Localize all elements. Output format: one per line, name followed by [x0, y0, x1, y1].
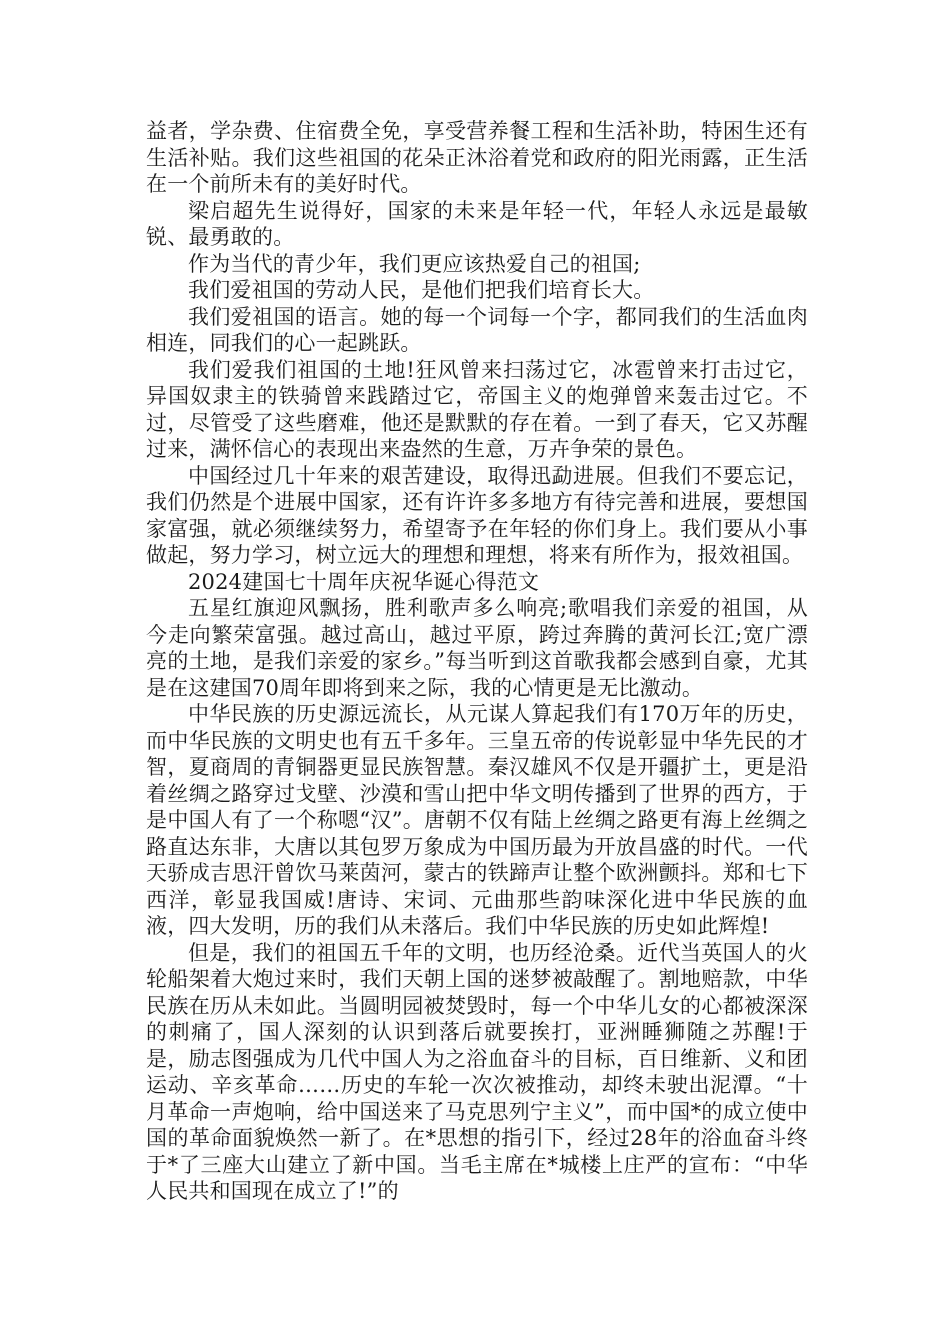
- paragraph-1: 益者，学杂费、住宿费全免，享受营养餐工程和生活补助，特困生还有生活补贴。我们这些祖国的花朵正沐浴着党和政府的阳光雨露，正生活在一个前所未有的美好时代。: [146, 119, 808, 196]
- paragraph-11: 但是，我们的祖国五千年的文明，也历经沧桑。近代当英国人的火轮船架着大炮过来时，我们天朝上国的迷梦被敲醒了。割地赔款，中华民族在历从未如此。当圆明园被焚毁时，每一个中华儿女的心都被深深的刺痛了，国人深刻的认识到落后就要挨打，亚洲睡狮随之苏醒!于是，励志图强成为几代中国人为之浴血奋斗的目标，百日维新、义和团运动、辛亥革命……历史的车轮一次次被推动，却终未驶出泥潭。“十月革命一声炮响，给中国送来了马克思列宁主义”，而中国*的成立使中国的革命面貌焕然一新了。在*思想的指引下，经过28年的浴血奋斗终于*了三座大山建立了新中国。当毛主席在*城楼上庄严的宣布：“中华人民共和国现在成立了!”的: [146, 940, 808, 1203]
- paragraph-5: 我们爱祖国的语言。她的每一个词每一个字，都同我们的生活血肉相连，同我们的心一起跳跃。: [146, 304, 808, 355]
- paragraph-10: 中华民族的历史源远流长，从元谋人算起我们有170万年的历史，而中华民族的文明史也有五千多年。三皇五帝的传说彰显中华先民的才智，夏商周的青铜器更显民族智慧。秦汉雄风不仅是开疆扩土，更是沿着丝绸之路穿过戈壁、沙漠和雪山把中华文明传播到了世界的西方，于是中国人有了一个称嗯“汉”。唐朝不仅有陆上丝绸之路更有海上丝绸之路直达东非，大唐以其包罗万象成为中国历最为开放昌盛的时代。一代天骄成吉思汗曾饮马莱茵河，蒙古的铁蹄声让整个欧洲颤抖。郑和七下西洋，彰显我国威!唐诗、宋词、元曲那些韵味深化进中华民族的血液，四大发明，历的我们从未落后。我们中华民族的历史如此辉煌!: [146, 702, 808, 938]
- paragraph-4: 我们爱祖国的劳动人民，是他们把我们培育长大。: [188, 278, 655, 302]
- document-page: [146, 118, 808, 1205]
- paragraph-6: 我们爱我们祖国的土地!狂风曾来扫荡过它，冰雹曾来打击过它，异国奴隶主的铁骑曾来践踏过它，帝国主义的炮弹曾来轰击过它。不过，尽管受了这些磨难，他还是默默的存在着。一到了春天，它又苏醒过来，满怀信心的表现出来盎然的生意，万卉争荣的景色。: [146, 357, 808, 461]
- section-heading: 2024建国七十周年庆祝华诞心得范文: [188, 569, 540, 594]
- paragraph-2: 梁启超先生说得好，国家的未来是年轻一代，年轻人永远是最敏锐、最勇敢的。: [146, 198, 808, 249]
- paragraph-9: 五星红旗迎风飘扬，胜利歌声多么响亮;歌唱我们亲爱的祖国，从今走向繁荣富强。越过高山，越过平原，跨过奔腾的黄河长江;宽广漂亮的土地，是我们亲爱的家乡。”每当听到这首歌我都会感到自豪，尤其是在这建国70周年即将到来之际，我的心情更是无比激动。: [146, 596, 808, 700]
- paragraph-7: 中国经过几十年来的艰苦建设，取得迅勐进展。但我们不要忘记，我们仍然是个进展中国家，还有许许多多地方有待完善和进展，要想国家富强，就必须继续努力，希望寄予在年轻的你们身上。我们要从小事做起，努力学习，树立远大的理想和理想，将来有所作为，报效祖国。: [146, 463, 808, 567]
- paragraph-3: 作为当代的青少年，我们更应该热爱自己的祖国;: [188, 251, 641, 276]
